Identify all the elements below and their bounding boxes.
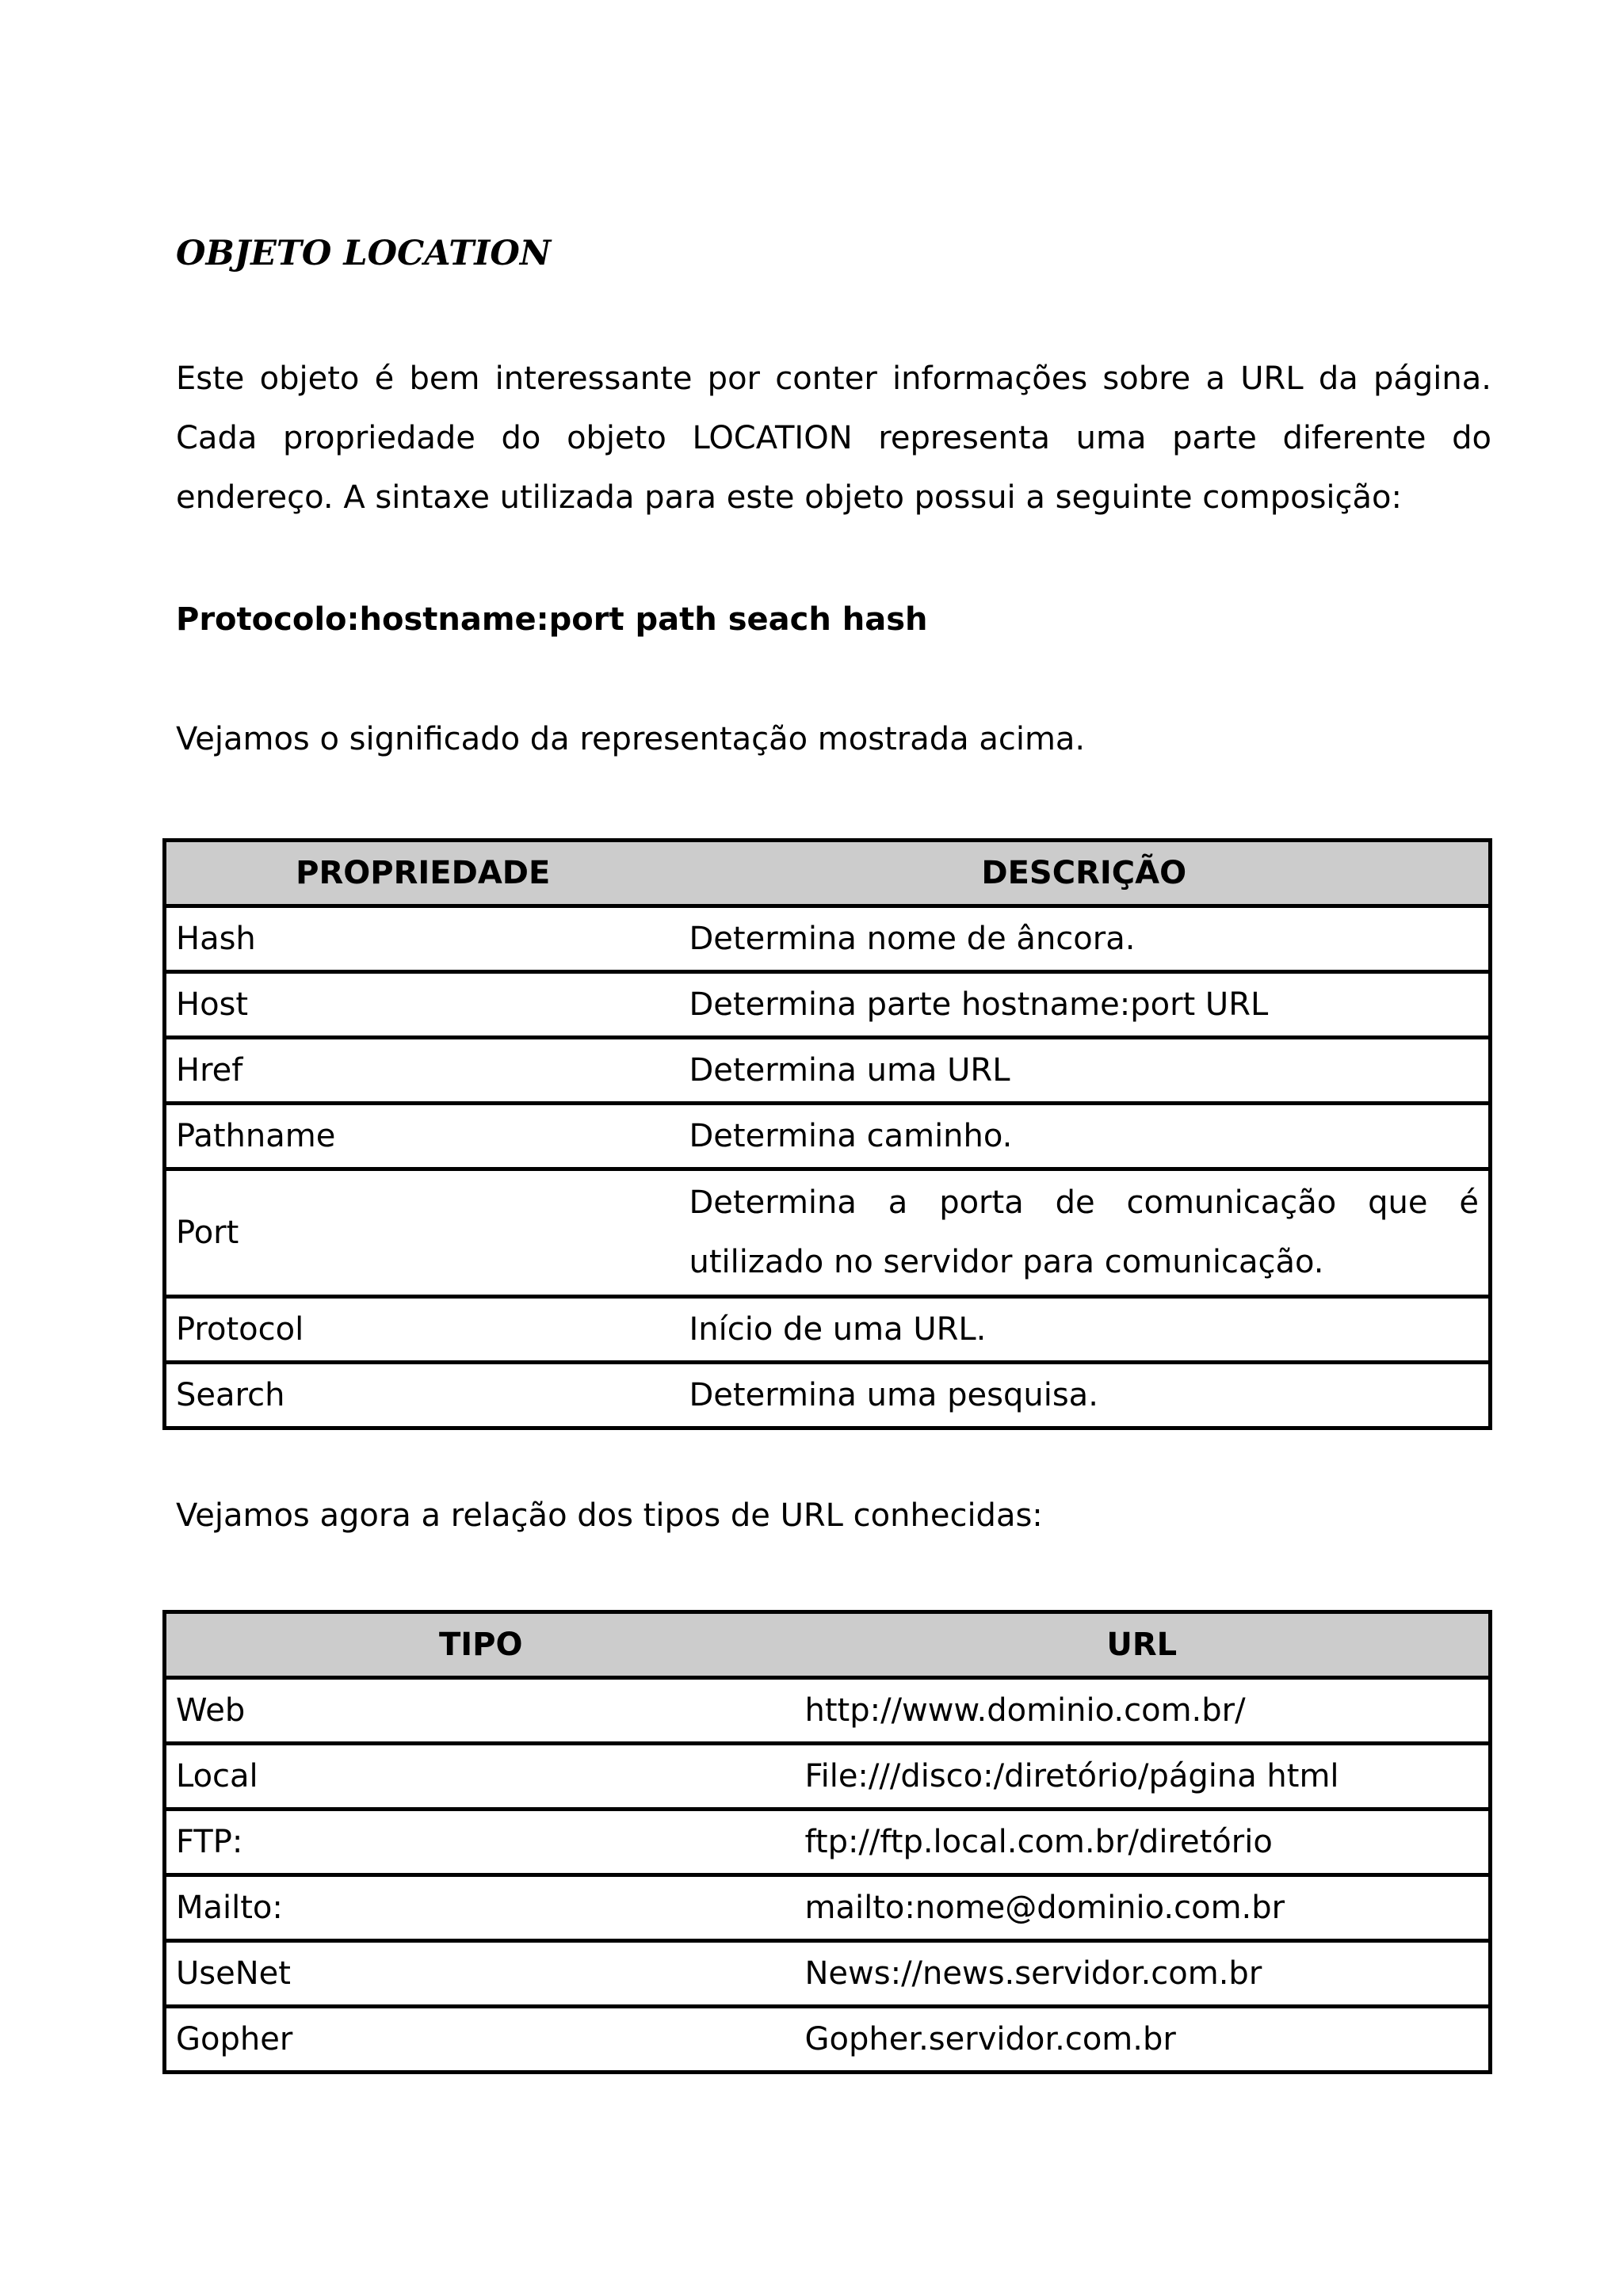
description-cell: Determina a porta de comunicação que é utilizado no servidor para comunicação. — [680, 1169, 1491, 1297]
table-row — [165, 2007, 1491, 2073]
type-cell: Local — [165, 1744, 796, 1810]
url-cell: ftp://ftp.local.com.br/diretório — [796, 1810, 1491, 1875]
column-header-type: TIPO — [165, 1612, 796, 1678]
property-cell: Pathname — [165, 1104, 680, 1169]
table-row — [165, 1744, 1491, 1810]
url-cell: mailto:nome@dominio.com.br — [796, 1875, 1491, 1941]
page-heading: OBJETO LOCATION — [176, 234, 552, 273]
column-header-property: PROPRIEDADE — [165, 841, 680, 906]
intro-paragraph: Este objeto é bem interessante por conter informações sobre a URL da página. Cada propriedade do objeto LOCATION representa uma parte diferente do endereço. A sintaxe utilizada para este objeto possui a seguinte composição: — [176, 360, 1491, 516]
description-cell: Determina nome de âncora. — [680, 906, 1491, 972]
table-header-row — [165, 841, 1491, 906]
property-cell: Href — [165, 1038, 680, 1104]
column-header-description: DESCRIÇÃO — [680, 841, 1491, 906]
property-cell: Host — [165, 972, 680, 1038]
type-cell: Web — [165, 1678, 796, 1744]
table-header-row — [165, 1612, 1491, 1678]
properties-table — [162, 838, 1492, 1430]
property-cell: Port — [165, 1169, 680, 1297]
column-header-url: URL — [796, 1612, 1491, 1678]
table-row — [165, 1810, 1491, 1875]
table-row — [165, 1169, 1491, 1297]
description-cell: Determina caminho. — [680, 1104, 1491, 1169]
property-cell: Hash — [165, 906, 680, 972]
type-cell: Gopher — [165, 2007, 796, 2073]
table-row — [165, 906, 1491, 972]
description-cell: Início de uma URL. — [680, 1297, 1491, 1363]
url-cell: http://www.dominio.com.br/ — [796, 1678, 1491, 1744]
syntax-line: Protocolo:hostname:port path seach hash — [176, 601, 928, 638]
url-types-table — [162, 1610, 1492, 2074]
description-cell: Determina parte hostname:port URL — [680, 972, 1491, 1038]
property-cell: Protocol — [165, 1297, 680, 1363]
table-row — [165, 1678, 1491, 1744]
type-cell: Mailto: — [165, 1875, 796, 1941]
property-cell: Search — [165, 1363, 680, 1428]
table-row — [165, 1104, 1491, 1169]
table-row — [165, 1875, 1491, 1941]
type-cell: FTP: — [165, 1810, 796, 1875]
type-cell: UseNet — [165, 1941, 796, 2007]
table-row — [165, 1038, 1491, 1104]
url-cell: News://news.servidor.com.br — [796, 1941, 1491, 2007]
table-row — [165, 1363, 1491, 1428]
table-row — [165, 1297, 1491, 1363]
url-cell: Gopher.servidor.com.br — [796, 2007, 1491, 2073]
url-cell: File:///disco:/diretório/página html — [796, 1744, 1491, 1810]
table-row — [165, 1941, 1491, 2007]
meaning-intro-text: Vejamos o significado da representação mostrada acima. — [176, 721, 1086, 757]
table-row — [165, 972, 1491, 1038]
description-cell: Determina uma pesquisa. — [680, 1363, 1491, 1428]
url-types-intro-text: Vejamos agora a relação dos tipos de URL conhecidas: — [176, 1497, 1043, 1534]
description-cell: Determina uma URL — [680, 1038, 1491, 1104]
